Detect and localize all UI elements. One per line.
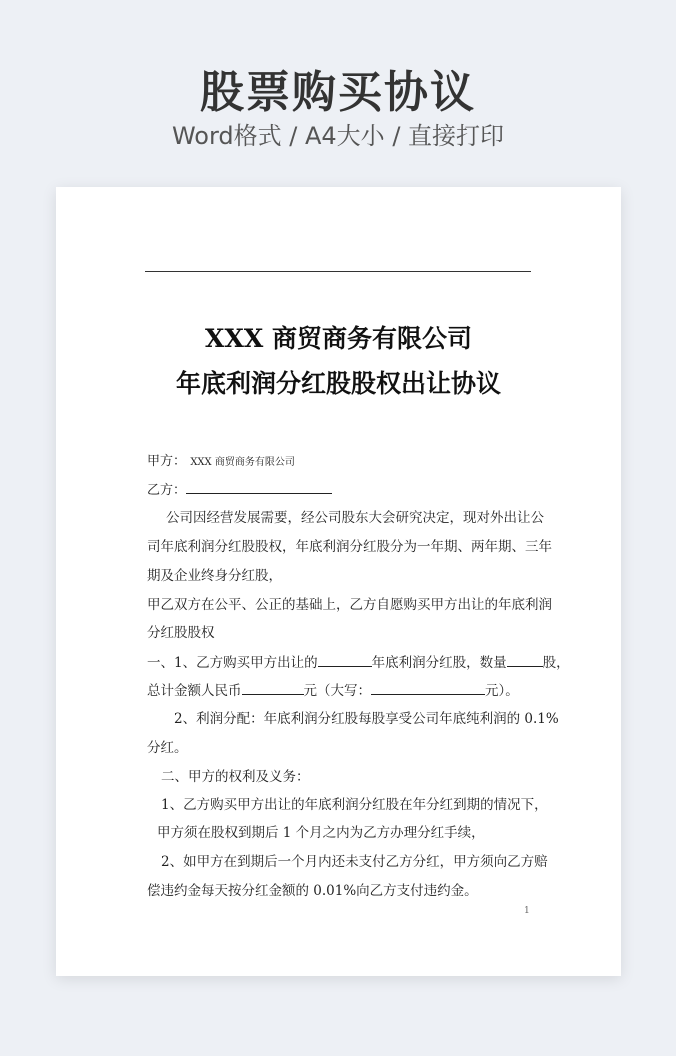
clause-1-blank-amount-words [371,680,485,695]
document-page [56,187,621,976]
clause-1-text-b: 年底利润分红股，数量 [371,655,507,671]
clause-1-blank-product [318,652,372,667]
section-2-title: 二、甲方的权利及义务： [161,769,310,785]
banner-title: 股票购买协议 [200,67,476,118]
section-2-item-2-line-2: 偿违约金每天按分红金额的 0.01%向乙方支付违约金。 [147,883,478,899]
party-b-line [147,479,332,501]
clause-1-line-1 [147,652,570,673]
intro-line-1: 公司因经营发展需要，经公司股东大会研究决定，现对外出让公 [166,510,544,526]
clause-1-blank-amount [242,680,304,695]
banner-subtitle: Word格式 / A4大小 / 直接打印 [171,122,505,150]
intro-line-4: 甲乙双方在公平、公正的基础上，乙方自愿购买甲方出让的年底利润 [147,597,552,613]
intro-line-2: 司年底利润分红股股权，年底利润分红股分为一年期、两年期、三年 [147,539,552,555]
party-b-label: 乙方： [147,483,187,498]
clause-2-line-1: 2、利润分配：年底利润分红股每股享受公司年底纯利润的 0.1% [174,711,559,727]
clause-1-text-e: 元（大写： [303,683,371,699]
section-2-item-2-line-1: 2、如甲方在到期后一个月内还未支付乙方分红，甲方须向乙方赔 [161,854,548,870]
section-2-item-1-line-1: 1、乙方购买甲方出让的年底利润分红股在年分红到期的情况下， [161,797,548,813]
party-a-value: XXX 商贸商务有限公司 [190,457,295,468]
document-title-line1: XXX 商贸商务有限公司 [205,324,472,353]
top-divider [145,271,531,272]
clause-1-line-2 [147,680,519,701]
party-b-blank [186,479,332,494]
intro-line-5: 分红股股权 [147,625,215,641]
document-title-line2: 年底利润分红股股权出让协议 [175,369,501,398]
party-a-line [147,451,295,473]
clause-1-text-c: 股， [542,655,570,671]
clause-1-text-f: 元）。 [485,683,519,699]
clause-2-line-2: 分红。 [147,740,188,756]
clause-1-text-a: 一、1、乙方购买甲方出让的 [147,655,318,671]
clause-1-blank-quantity [507,652,543,667]
clause-1-text-d: 总计金额人民币 [147,683,242,699]
page-number: 1 [524,906,530,916]
section-2-item-1-line-2: 甲方须在股权到期后 1 个月之内为乙方办理分红手续， [157,825,485,841]
party-a-label: 甲方： [147,454,187,469]
intro-line-3: 期及企业终身分红股， [147,568,282,584]
